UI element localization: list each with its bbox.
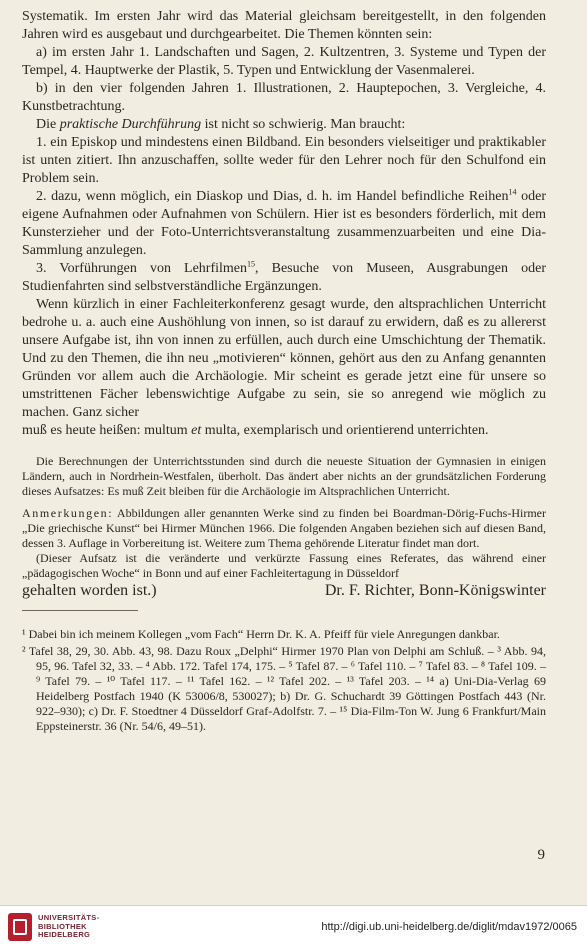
note-referat-end: gehalten worden ist.) <box>22 581 157 599</box>
paragraph-conclusion: Wenn kürzlich in einer Fachleiterkonferenz gesagt wurde, den altsprachlichen Unterricht bedrohe u. a. auch eine Aushöhlung von innen, so ist darauf zu erwidern, daß es zu allererst unsere Aufgabe ist, ihn von innen zu erfüllen, auch durch eine Umschichtung der Thematik. Und zu den Themen, die ihn neu „motivieren“ können, gehört aus den zu Anfang genannten Gründen vor allem auch die Archäologie. Mir scheint es gerade jetzt eine für unsere so umstrittenen Fächer lebenswichtige Aufgabe zu sein, sie so anregend wie möglich zu machen. Ganz sicher <box>22 297 546 420</box>
anmerkungen-label: Anmerkungen: <box>22 505 114 520</box>
paragraph-intro: Systematik. Im ersten Jahr wird das Material gleichsam bereitgestellt, in den folgenden Jahren wird es ausgebaut und durchgearbeitet. Die Themen könnten sein: <box>22 9 546 42</box>
viewer-footer <box>0 905 587 948</box>
note-berechnungen: Die Berechnungen der Unterrichtsstunden sind durch die neueste Situation der Gymnasien in einigen Ländern, auch in Nordrhein-Westfalen, überholt. Das ändert aber nichts an der grundsätzlichen Forderung dieses Aufsatzes: Es muß Zeit bleiben für die Archäologie im Altsprachlichen Unterricht. <box>22 454 546 499</box>
text-run: , Besuche von Museen, Ausgrabungen oder Studienfahrten sind selbstverständliche Ergänzungen. <box>22 261 546 294</box>
text-run: multa, exemplarisch und orientierend unterrichten. <box>201 423 489 438</box>
footnote-ref: 15 <box>247 259 256 269</box>
paragraph-b: b) in den vier folgenden Jahren 1. Illustrationen, 2. Hauptepochen, 3. Vergleiche, 4. Kunstbetrachtung. <box>22 81 546 114</box>
author-signature: Dr. F. Richter, Bonn-Königswinter <box>324 581 546 599</box>
note-anmerkungen <box>22 506 546 552</box>
page-text <box>22 8 546 734</box>
university-seal-icon <box>8 913 32 941</box>
library-logo[interactable] <box>8 913 99 941</box>
footnote: ¹ Dabei bin ich meinem Kollegen „vom Fach“ Herrn Dr. K. A. Pfeiff für viele Anregungen dankbar. <box>22 626 500 641</box>
note-referat: (Dieser Aufsatz ist die veränderte und verkürzte Fassung eines Referates, das während einer „pädagogischen Woche“ in Bonn und auf einer Fachleitertagung in Düsseldorf <box>22 551 546 581</box>
footnote: ² Tafel 38, 29, 30. Abb. 43, 98. Dazu Roux „Delphi“ Hirmer 1970 Plan von Delphi am Schluß. – ³ Abb. 94, 95, 96. Tafel 32, 33. – ⁴ Abb. 172. Tafel 174, 175. – ⁵ Tafel 87. – ⁶ Tafel 110. – ⁷ Tafel 83. – ⁸ Tafel 109. – ⁹ Tafel 79. – ¹⁰ Tafel 117. – ¹¹ Tafel 162. – ¹² Tafel 202. – ¹³ Tafel 203. – ¹⁴ a) Uni-Dia-Verlag 69 Heidelberg Postfach 1940 (K 53006/8, 530027); b) Dr. G. Schuchardt 39 Göttingen Postfach 443 (Nr. 922–930); c) Dr. F. Stoedtner 4 Düsseldorf Graf-Adolfstr. 7. – ¹⁵ Dia-Film-Ton W. Jung 6 Frankfurt/Main Eppsteinerstr. 36 (Nr. 54/6, 49–51). <box>22 643 546 733</box>
emphasis: praktische Durchführung <box>59 117 202 132</box>
text-run: Abbildungen aller genannten Werke sind zu finden bei Boardman-Dörig-Fuchs-Hirmer „Die griechische Kunst“ bei Hirmer München 1966. Die folgenden Angaben beziehen sich auf diesen Band, dessen 3. Auflage in Vorbereitung ist. Weitere zum Thema gehörende Literatur findet man dort. <box>22 505 546 551</box>
logo-line: HEIDELBERG <box>38 930 91 940</box>
text-run: muß es heute heißen: multum <box>22 423 192 438</box>
text-run: oder eigene Aufnahmen oder Aufnahmen von Schülern. Hier ist es besonders förderlich, mit dem Kunsterzieher und der Foto-Unterrichtsveranstaltung zusammenzuarbeiten und eine Dia-Sammlung anzulegen. <box>22 189 546 258</box>
text-run: 2. dazu, wenn möglich, ein Diaskop und Dias, d. h. im Handel befindliche Reihen <box>36 189 509 204</box>
signature-line <box>22 582 546 600</box>
text-run: 3. Vorführungen von Lehrfilmen <box>36 261 248 276</box>
paragraph-durchfuehrung <box>22 116 546 134</box>
footnotes <box>22 627 546 734</box>
notes-section <box>22 454 546 600</box>
footnote-ref: 14 <box>508 187 517 197</box>
paragraph-item-2 <box>22 188 546 260</box>
footnote-divider <box>22 610 138 611</box>
paragraph-conclusion-end <box>22 422 546 440</box>
library-name <box>38 914 99 940</box>
paragraph-item-1: 1. ein Episkop und mindestens einen Bildband. Ein besonders vielseitiger und praktikabler ist unten zitiert. Ihn anzuschaffen, sollte weder für den Lehrer noch für den Schulfond ein Problem sein. <box>22 135 546 186</box>
paragraph-item-3 <box>22 260 546 296</box>
main-text <box>22 8 546 440</box>
text-run: ist nicht so schwierig. Man braucht: <box>201 117 406 132</box>
page-number: 9 <box>537 847 545 863</box>
logo-line: BIBLIOTHEK <box>38 921 87 931</box>
permalink[interactable]: http://digi.ub.uni-heidelberg.de/diglit/mdav1972/0065 <box>321 921 577 933</box>
paragraph-a: a) im ersten Jahr 1. Landschaften und Sagen, 2. Kultzentren, 3. Systeme und Typen der Tempel, 4. Hauptwerke der Plastik, 5. Typen und Entwicklung der Vasenmalerei. <box>22 45 546 78</box>
text-run: Die <box>36 117 60 132</box>
logo-line: UNIVERSITÄTS- <box>38 913 100 923</box>
emphasis: et <box>191 423 202 438</box>
